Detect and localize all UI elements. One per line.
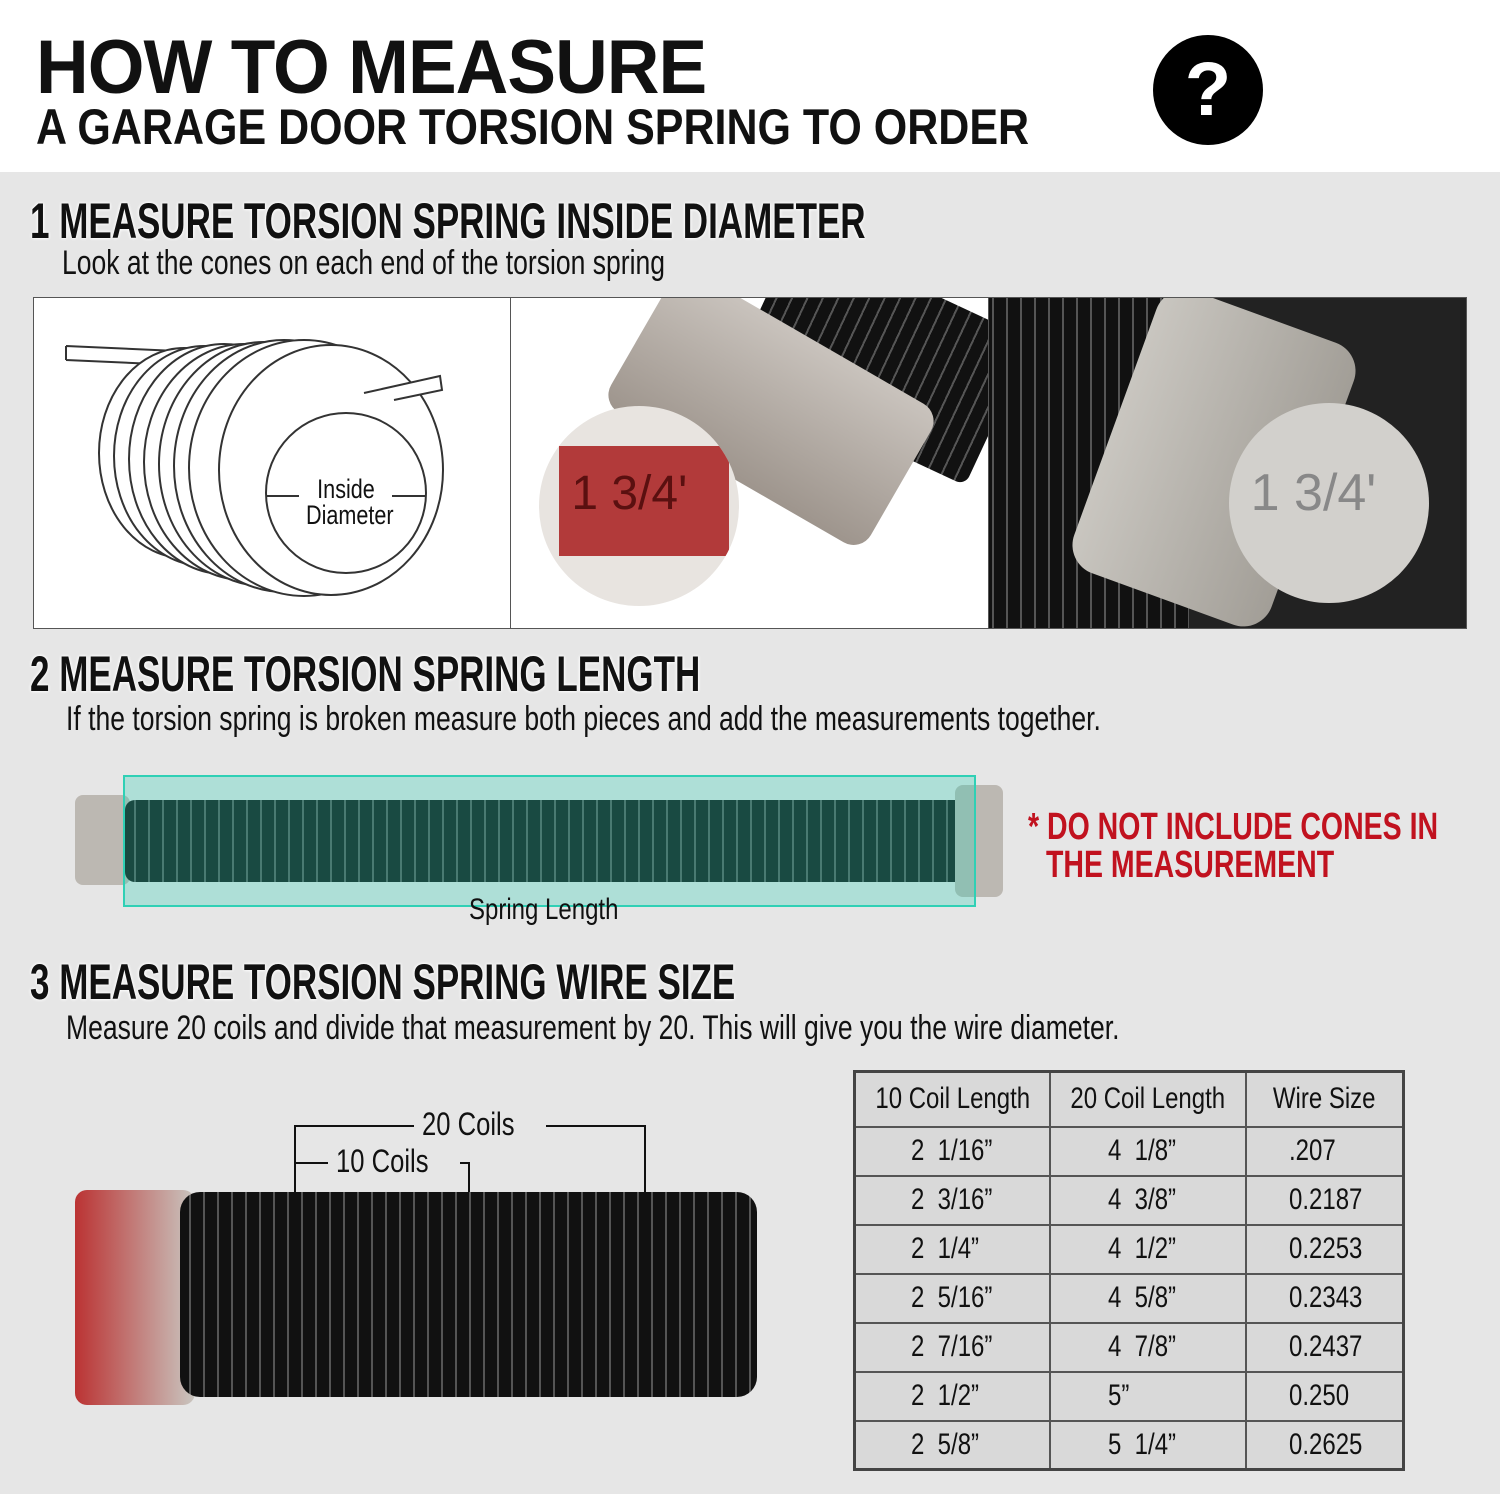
table-cell: 2 1/16” [855, 1127, 1051, 1176]
inside-diameter-panels [33, 297, 1467, 629]
spring-length-highlight [123, 775, 976, 907]
step1-subtitle: Look at the cones on each end of the torsion spring [62, 244, 666, 282]
table-cell: .207 [1246, 1127, 1404, 1176]
cones-note: * DO NOT INCLUDE CONES IN THE MEASUREMENT [1028, 806, 1439, 886]
red-cone-photo [511, 298, 988, 628]
table-cell: 0.2187 [1246, 1176, 1404, 1225]
left-cone [75, 795, 130, 885]
table-cell: 5 1/4” [1050, 1421, 1245, 1470]
table-cell: 2 1/2” [855, 1372, 1051, 1421]
magnifier-circle: 1 3/4' [539, 406, 739, 606]
silver-cone-photo [989, 298, 1466, 628]
inside-diameter-label: Inside Diameter [306, 474, 394, 530]
table-cell: 0.2437 [1246, 1323, 1404, 1372]
magnifier-circle: 1 3/4' [1229, 403, 1429, 603]
label-20-coils: 20 Coils [414, 1106, 546, 1143]
table-cell: 4 5/8” [1050, 1274, 1245, 1323]
step2-title: 2 MEASURE TORSION SPRING LENGTH [30, 646, 701, 702]
table-cell: 4 7/8” [1050, 1323, 1245, 1372]
table-cell: 5” [1050, 1372, 1245, 1421]
table-row [855, 1225, 1404, 1274]
wire-spring [180, 1192, 757, 1397]
table-row [855, 1323, 1404, 1372]
table-row [855, 1372, 1404, 1421]
wire-size-table [853, 1070, 1405, 1471]
table-header-row: 10 Coil Length 20 Coil Length Wire Size [855, 1072, 1404, 1127]
table-cell: 4 3/8” [1050, 1176, 1245, 1225]
red-cone [75, 1190, 195, 1405]
step2-subtitle: If the torsion spring is broken measure both pieces and add the measurements together. [66, 700, 1101, 738]
spring-diagram [34, 298, 511, 628]
step3-title: 3 MEASURE TORSION SPRING WIRE SIZE [30, 954, 736, 1010]
question-mark-icon: ? [1153, 35, 1263, 145]
table-cell: 2 5/8” [855, 1421, 1051, 1470]
step3-subtitle: Measure 20 coils and divide that measurement by 20. This will give you the wire diameter. [66, 1009, 1120, 1047]
table-cell: 2 3/16” [855, 1176, 1051, 1225]
table-row [855, 1176, 1404, 1225]
label-10-coils: 10 Coils [328, 1143, 460, 1180]
table-cell: 4 1/8” [1050, 1127, 1245, 1176]
page-title: HOW TO MEASURE [36, 25, 707, 110]
spring-length-label: Spring Length [469, 893, 619, 926]
page-subtitle: A GARAGE DOOR TORSION SPRING TO ORDER [36, 99, 1030, 155]
table-cell: 0.2343 [1246, 1274, 1404, 1323]
table-cell: 0.2253 [1246, 1225, 1404, 1274]
table-cell: 2 1/4” [855, 1225, 1051, 1274]
table-row [855, 1421, 1404, 1470]
table-cell: 2 7/16” [855, 1323, 1051, 1372]
table-cell: 4 1/2” [1050, 1225, 1245, 1274]
table-row [855, 1274, 1404, 1323]
table-row [855, 1127, 1404, 1176]
table-cell: 2 5/16” [855, 1274, 1051, 1323]
table-cell: 0.2625 [1246, 1421, 1404, 1470]
table-cell: 0.250 [1246, 1372, 1404, 1421]
step1-title: 1 MEASURE TORSION SPRING INSIDE DIAMETER [30, 193, 866, 249]
spring-diagram-panel [34, 298, 511, 628]
